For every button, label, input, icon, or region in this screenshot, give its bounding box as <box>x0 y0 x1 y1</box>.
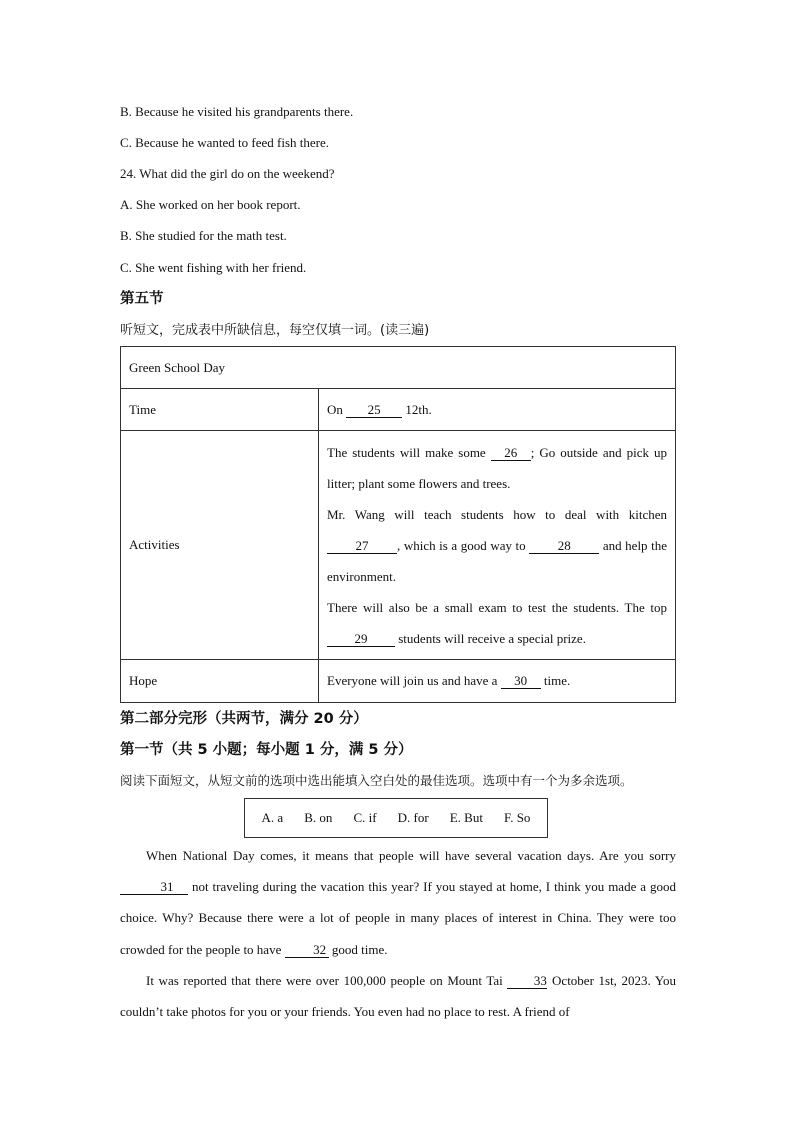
table-row <box>121 431 676 660</box>
blank-32: 32 <box>285 943 329 958</box>
activities-label: Activities <box>121 431 319 660</box>
time-cell <box>319 389 676 431</box>
passage-paragraph-1 <box>120 840 676 965</box>
option-b: B. on <box>304 810 333 825</box>
p1-c: good time. <box>331 941 388 957</box>
q23-option-b: B. Because he visited his grandparents there. <box>120 104 354 119</box>
blank-33: 33 <box>507 974 547 989</box>
time-post: 12th. <box>405 401 432 417</box>
act3-pre: There will also be a small exam to test the students. The top <box>327 599 667 615</box>
passage-paragraph-2 <box>120 965 676 1027</box>
q24-question: 24. What did the girl do on the weekend? <box>120 166 335 181</box>
blank-28: 28 <box>529 539 599 554</box>
blank-31: 31 <box>120 880 188 895</box>
q24-option-b: B. She studied for the math test. <box>120 228 287 243</box>
blank-30: 30 <box>501 674 541 689</box>
activity-3 <box>327 592 667 654</box>
options-box <box>244 798 548 838</box>
part2-sub-heading: 第一节（共 5 小题；每小题 1 分，满 5 分） <box>120 742 413 758</box>
option-c: C. if <box>353 810 377 825</box>
table-row <box>121 660 676 703</box>
act3-post: students will receive a special prize. <box>398 630 586 646</box>
time-pre: On <box>327 401 343 417</box>
option-d: D. for <box>397 810 429 825</box>
info-table <box>120 346 676 703</box>
option-a: A. a <box>261 810 284 825</box>
act1-pre: The students will make some <box>327 444 486 460</box>
p1-b: not traveling during the vacation this year? If you stayed at home, I think you made a good choice. Why? Because there were a lot of people in many places of interest in China. They were too crowded for the people to have <box>120 879 677 957</box>
p1-a: When National Day comes, it means that people will have several vacation days. Are you sorry <box>146 848 676 863</box>
activities-cell <box>319 431 676 660</box>
p2-a: It was reported that there were over 100,000 people on Mount Tai <box>146 973 503 988</box>
q24-option-a: A. She worked on her book report. <box>120 197 301 212</box>
act2-mid: , which is a good way to <box>397 537 526 553</box>
activity-1 <box>327 437 667 499</box>
blank-27: 27 <box>327 539 397 554</box>
hope-label: Hope <box>121 660 319 703</box>
activity-2 <box>327 499 667 592</box>
table-row <box>121 389 676 431</box>
time-label: Time <box>121 389 319 431</box>
act2-pre: Mr. Wang will teach students how to deal with kitchen <box>327 506 667 522</box>
act2-post: and help the environment. <box>327 537 668 584</box>
hope-post: time. <box>543 673 571 688</box>
blank-26: 26 <box>491 446 531 461</box>
p2-b: October 1st, 2023. You couldn’t take photos for you or your friends. You even had no place to rest. A friend of <box>120 973 677 1020</box>
table-title: Green School Day <box>121 347 676 389</box>
part2-heading: 第二部分完形（共两节，满分 20 分） <box>120 711 368 727</box>
part2-instruction: 阅读下面短文，从短文前的选项中选出能填入空白处的最佳选项。选项中有一个为多余选项。 <box>120 773 633 788</box>
section5-instruction: 听短文，完成表中所缺信息，每空仅填一词。(读三遍) <box>120 323 430 338</box>
section5-heading: 第五节 <box>120 291 164 307</box>
option-f: F. So <box>504 810 531 825</box>
table-row <box>121 347 676 389</box>
hope-cell <box>319 660 676 703</box>
hope-pre: Everyone will join us and have a <box>327 673 498 688</box>
q23-option-c: C. Because he wanted to feed fish there. <box>120 135 330 150</box>
option-e: E. But <box>449 810 483 825</box>
act1-post: ; Go outside and pick up litter; plant some flowers and trees. <box>327 444 667 491</box>
blank-25: 25 <box>346 403 402 418</box>
q24-option-c: C. She went fishing with her friend. <box>120 260 307 275</box>
blank-29: 29 <box>327 632 395 647</box>
